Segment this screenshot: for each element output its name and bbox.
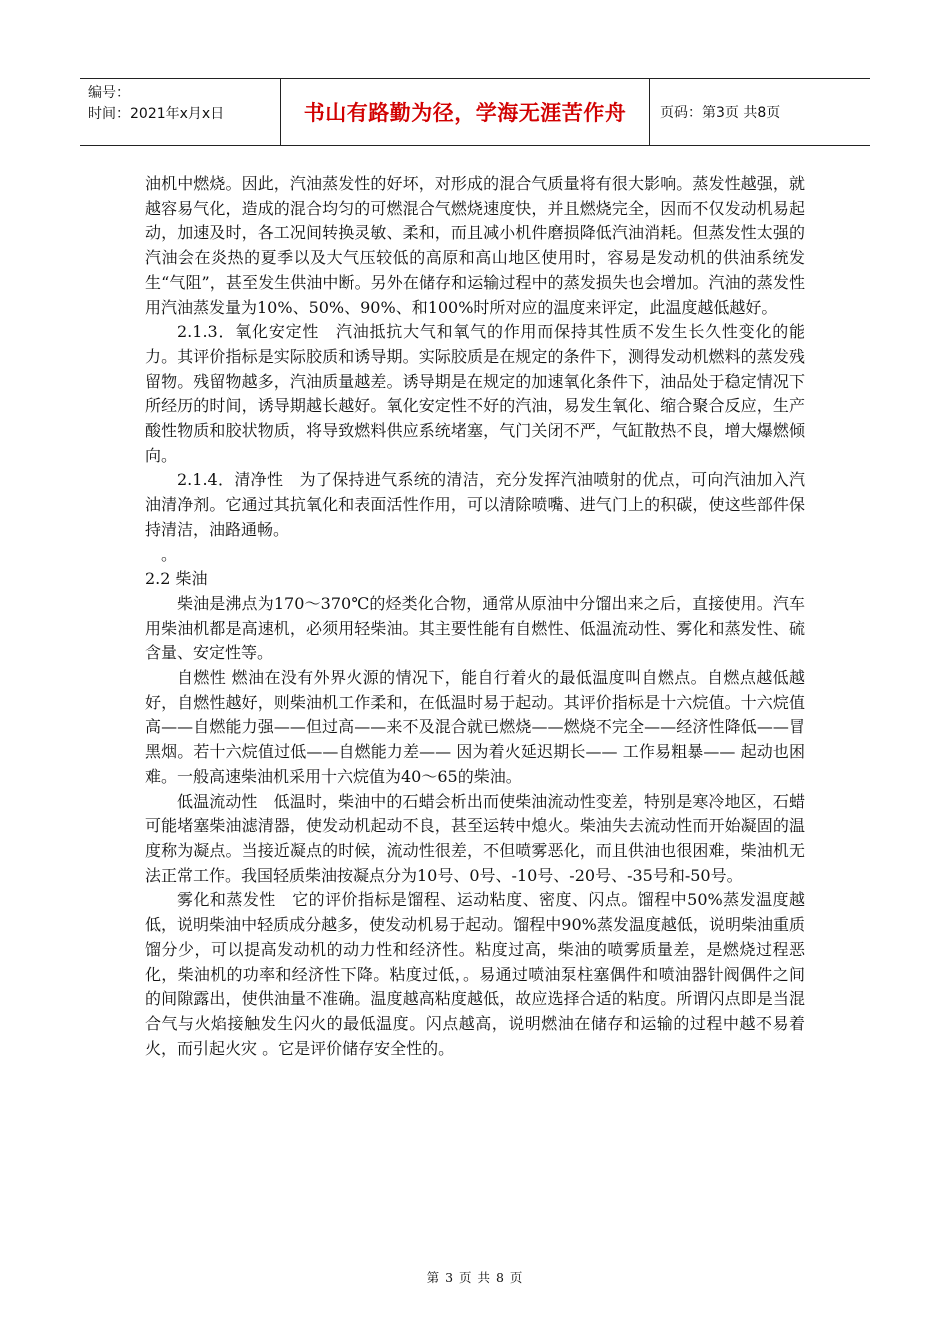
paragraph-cleanliness: 2.1.4．清净性 为了保持进气系统的清洁，充分发挥汽油喷射的优点，可向汽油加入汽油清净剂。它通过其抗氧化和表面活性作用，可以清除喷嘴、进气门上的积碳，使这些部件保持清洁，油路通畅。 [145, 470, 805, 539]
date-line: 时间：2021年x月x日 [88, 106, 225, 122]
page-footer: 第 3 页 共 8 页 [426, 1270, 524, 1285]
document-body [145, 172, 805, 1061]
header-motto-cell [280, 79, 650, 145]
paragraph-atomization: 雾化和蒸发性 它的评价指标是馏程、运动粘度、密度、闪点。馏程中50%蒸发温度越低，说明柴油中轻质成分越多，使发动机易于起动。馏程中90%蒸发温度越低，说明柴油重质馏分少，可以提高发动机的动力性和经济性。粘度过高，柴油的喷雾质量差，是燃烧过程恶化，柴油机的功率和经济性下降。粘度过低，。易通过喷油泵柱塞偶件和喷油器针阀偶件之间的间隙露出，使供油量不准确。温度越高粘度越低，故应选择合适的粘度。所谓闪点即是当混合气与火焰接触发生闪火的最低温度。闪点越高，说明燃油在储存和运输的过程中越不易着火，而引起火灾 。它是评价储存安全性的。 [145, 890, 805, 1058]
page-header [80, 78, 870, 146]
header-meta [80, 79, 280, 145]
paragraph-stray-mark: 。 [161, 544, 178, 564]
paragraph-autoignition: 自燃性 燃油在没有外界火源的情况下，能自行着火的最低温度叫自燃点。自燃点越低越好，自燃性越好，则柴油机工作柔和，在低温时易于起动。其评价指标是十六烷值。十六烷值高——自燃能力强——但过高——来不及混合就已燃烧——燃烧不完全——经济性降低——冒黑烟。若十六烷值过低——自燃能力差—— 因为着火延迟期长—— 工作易粗暴—— 起动也困难。一般高速柴油机采用十六烷值为40～65的柴油。 [145, 668, 805, 786]
paragraph-oxidation-stability: 2.1.3．氧化安定性 汽油抵抗大气和氧气的作用而保持其性质不发生长久性变化的能力。其评价指标是实际胶质和诱导期。实际胶质是在规定的条件下，测得发动机燃料的蒸发残留物。残留物越多，汽油质量越差。诱导期是在规定的加速氧化条件下，油品处于稳定情况下所经历的时间，诱导期越长越好。氧化安定性不好的汽油，易发生氧化、缩合聚合反应，生产酸性物质和胶状物质，将导致燃料供应系统堵塞，气门关闭不严，气缸散热不良，增大爆燃倾向。 [145, 322, 805, 465]
header-page-cell [650, 79, 870, 145]
page-info: 页码：第3页 共8页 [660, 105, 781, 121]
doc-number-label: 编号： [88, 85, 130, 101]
paragraph-evaporation-cont: 油机中燃烧。因此，汽油蒸发性的好坏，对形成的混合气质量将有很大影响。蒸发性越强，就越容易气化，造成的混合均匀的可燃混合气燃烧速度快，并且燃烧完全，因而不仅发动机易起动，加速及时，各工况间转换灵敏、柔和，而且减小机件磨损降低汽油消耗。但蒸发性太强的汽油会在炎热的夏季以及大气压较低的高原和高山地区使用时，容易是发动机的供油系统发生“气阻”，甚至发生供油中断。另外在储存和运输过程中的蒸发损失也会增加。汽油的蒸发性用汽油蒸发量为10%、50%、90%、和100%时所对应的温度来评定，此温度越低越好。 [145, 174, 805, 317]
motto-text: 书山有路勤为径，学海无涯苦作舟 [303, 101, 627, 125]
paragraph-low-temp-fluidity: 低温流动性 低温时，柴油中的石蜡会析出而使柴油流动性变差，特别是寒冷地区，石蜡可能堵塞柴油滤清器，使发动机起动不良，甚至运转中熄火。柴油失去流动性而开始凝固的温度称为凝点。当接近凝点的时候，流动性很差，不但喷雾恶化，而且供油也很困难，柴油机无法正常工作。我国轻质柴油按凝点分为10号、0号、-10号、-20号、-35号和-50号。 [145, 791, 805, 885]
section-heading-diesel: 2.2 柴油 [145, 569, 208, 589]
paragraph-diesel-intro: 柴油是沸点为170～370℃的烃类化合物，通常从原油中分馏出来之后，直接使用。汽车用柴油机都是高速机，必须用轻柴油。其主要性能有自燃性、低温流动性、雾化和蒸发性、硫含量、安定性等。 [145, 593, 805, 663]
